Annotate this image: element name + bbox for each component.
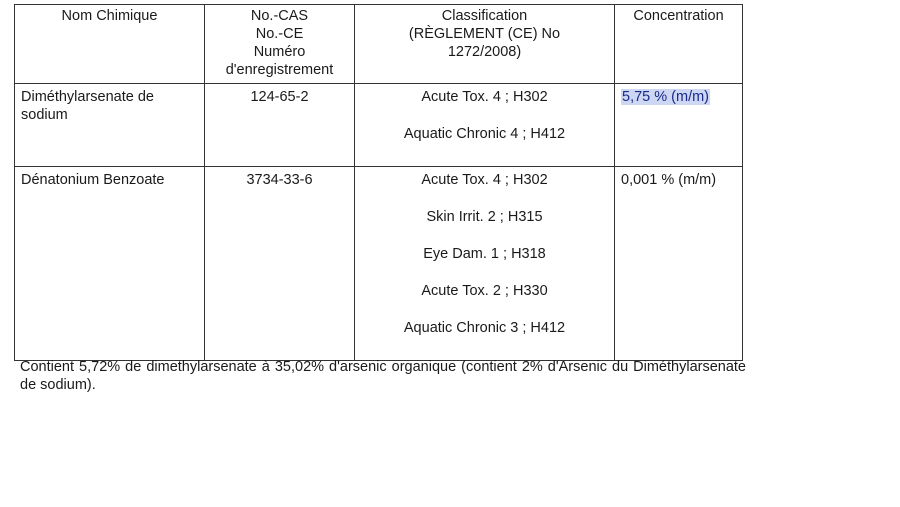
selected-concentration-text[interactable]: 5,75 % (m/m) [622,89,710,105]
classification-item: Eye Dam. 1 ; H318 [423,246,546,262]
header-concentration: Concentration [615,5,743,84]
header-cas [205,5,355,84]
cas-number: 3734-33-6 [205,167,355,361]
classification-cell [355,84,615,167]
classification-item: Acute Tox. 2 ; H330 [421,283,548,299]
header-cas-line: Numéro [253,44,306,60]
table-header-row [15,5,743,84]
header-classification-line: Classification [441,8,528,24]
header-cas-line: No.-CAS [250,8,309,24]
header-classification-line: 1272/2008) [447,44,522,60]
classification-item: Aquatic Chronic 4 ; H412 [403,126,566,142]
cas-number: 124-65-2 [205,84,355,167]
table-row [15,84,743,167]
footnote-text: Contient 5,72% de dimethylarsenate à 35,02% d'arsenic organique (contient 2% d'Arsenic du Diméthylarsenate de sodium). [20,359,746,393]
classification-cell [355,167,615,361]
table-row [15,167,743,361]
classification-item: Acute Tox. 4 ; H302 [421,89,548,105]
header-name: Nom Chimique [15,5,205,84]
classification-item: Acute Tox. 4 ; H302 [421,172,548,188]
header-classification-line: (RÈGLEMENT (CE) No [408,26,561,42]
concentration-cell[interactable] [615,84,743,167]
composition-table [14,4,743,361]
header-cas-line: d'enregistrement [225,62,334,78]
header-classification [355,5,615,84]
classification-item: Aquatic Chronic 3 ; H412 [403,320,566,336]
classification-item: Skin Irrit. 2 ; H315 [426,209,543,225]
chemical-name: Diméthylarsenate de sodium [15,84,205,167]
header-cas-line: No.-CE [255,26,304,42]
chemical-name: Dénatonium Benzoate [15,167,205,361]
concentration-cell: 0,001 % (m/m) [615,167,743,361]
